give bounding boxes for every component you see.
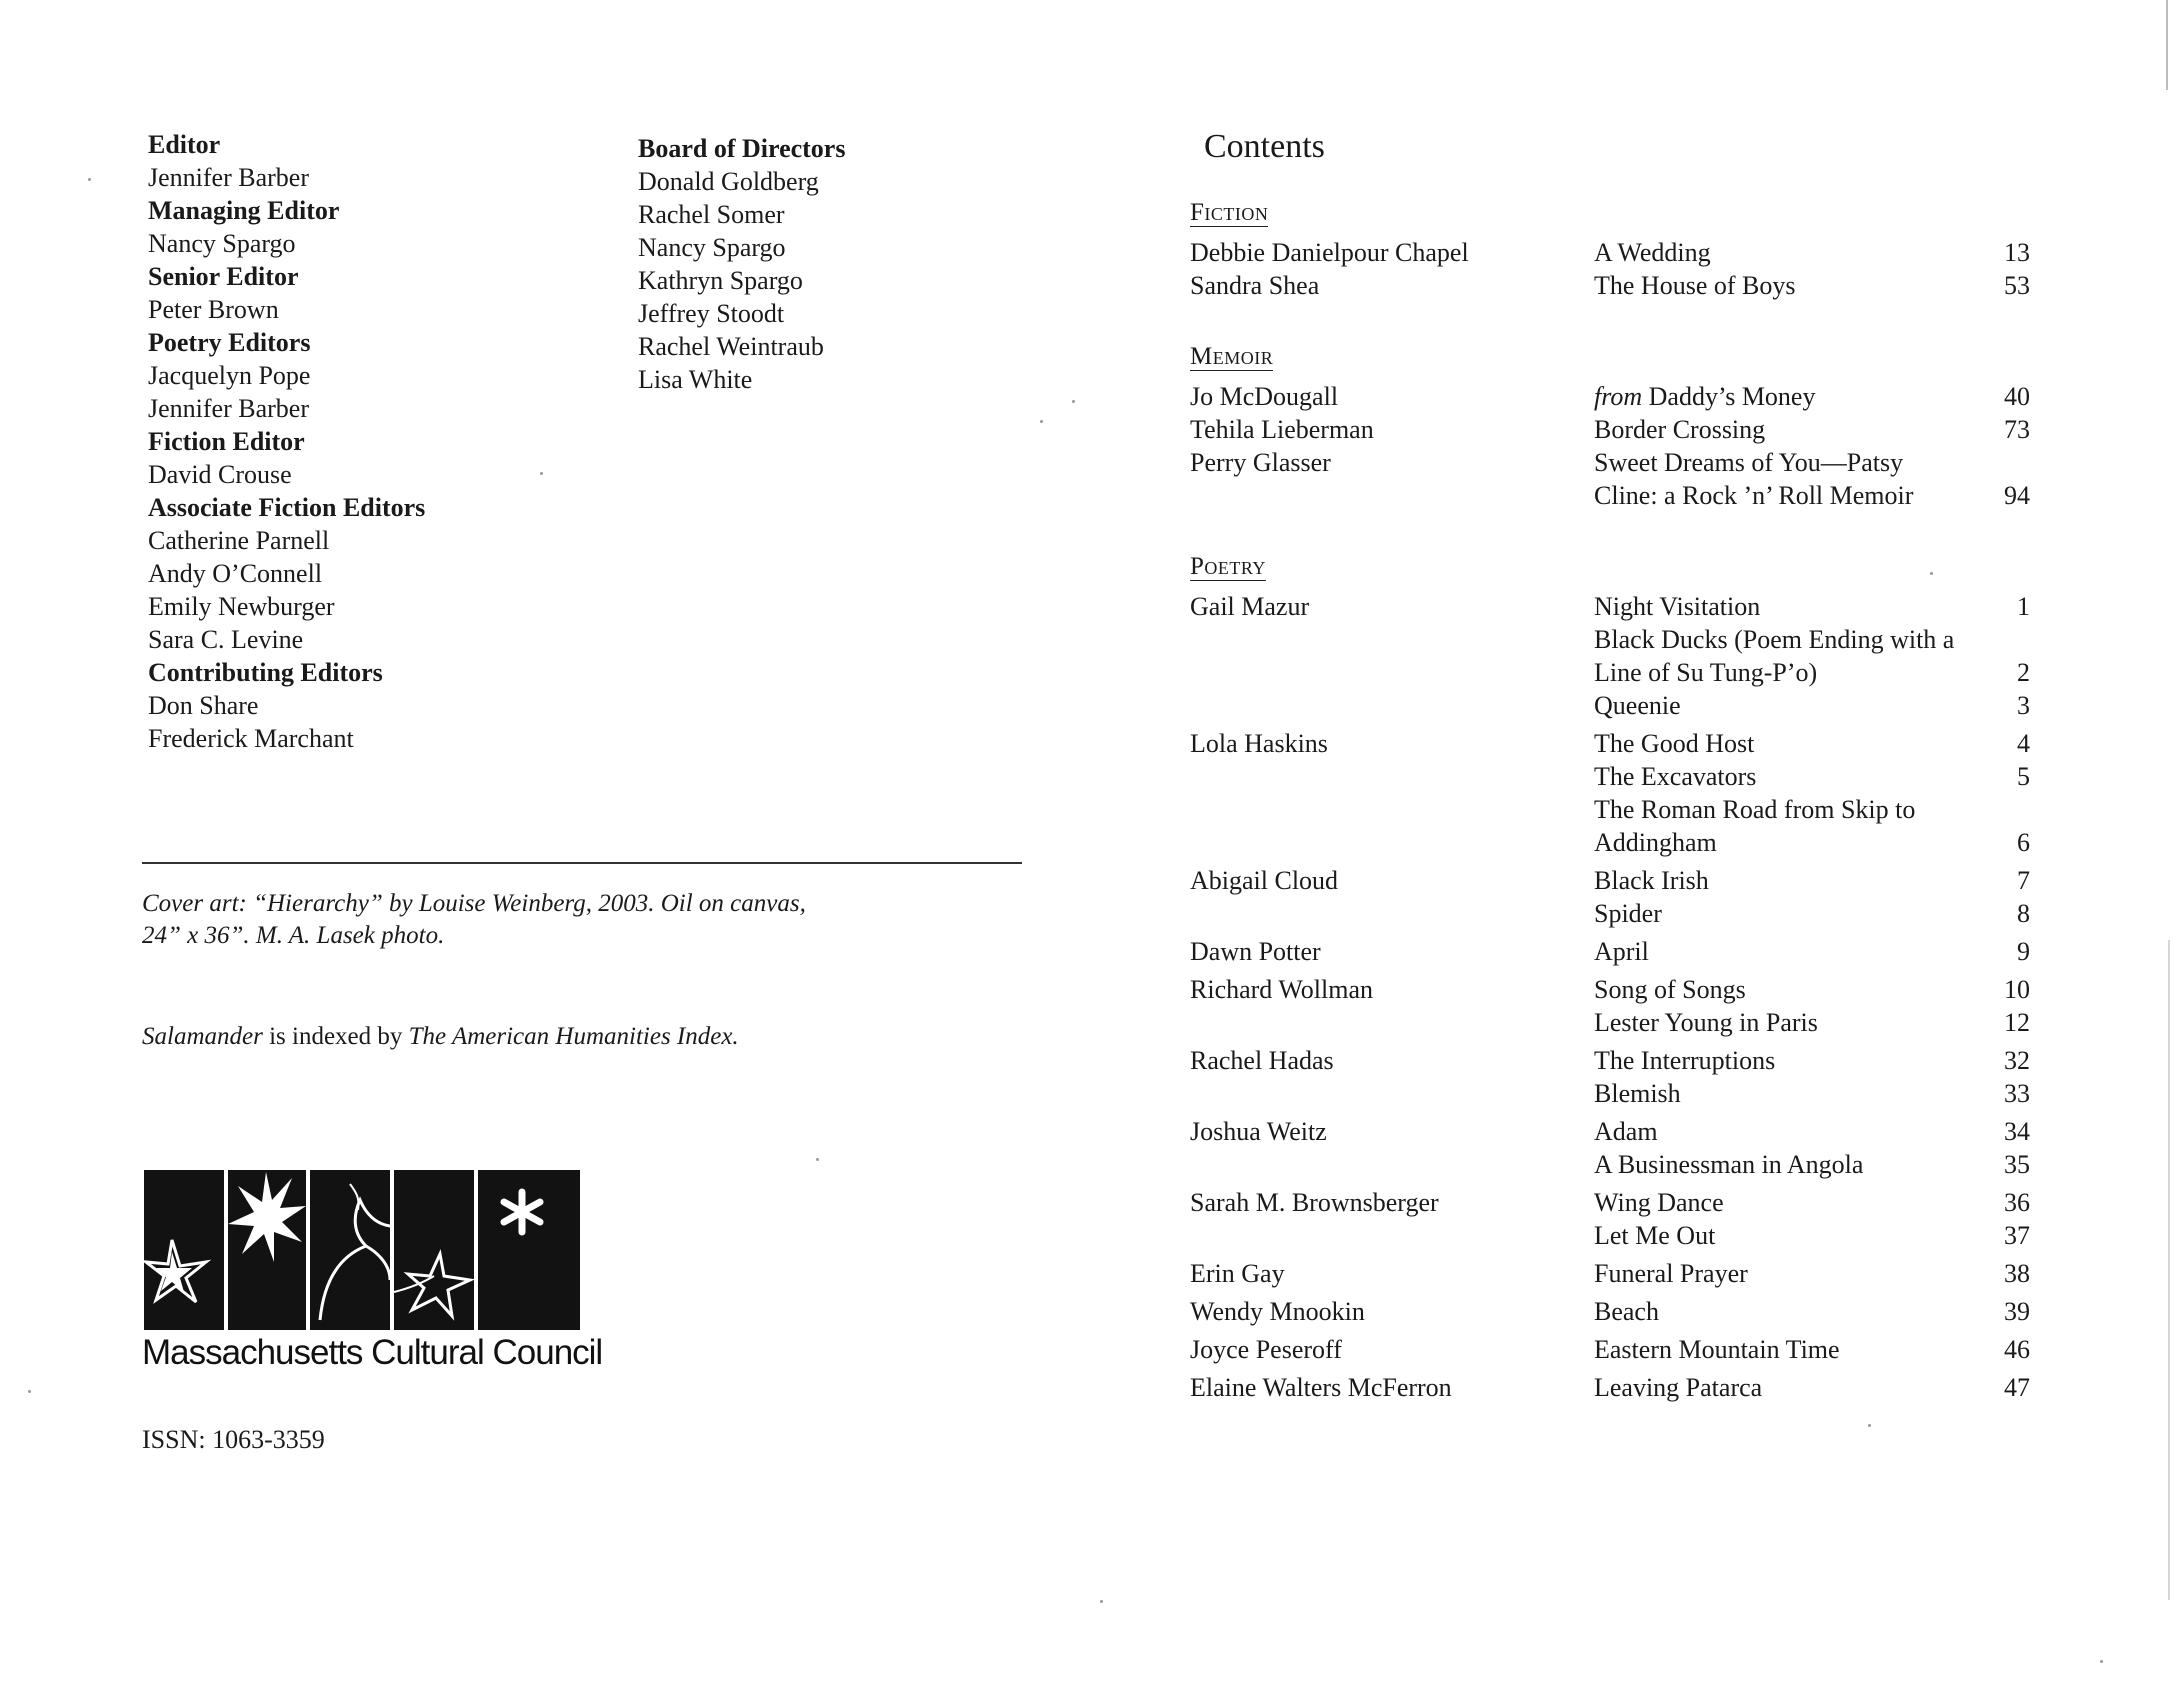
toc-author: Sarah M. Brownsberger xyxy=(1190,1188,1439,1217)
toc-page-number: 53 xyxy=(2004,271,2030,300)
logo-panel-3 xyxy=(310,1170,394,1330)
toc-title-text: Black Irish xyxy=(1594,866,1709,895)
toc-work-title xyxy=(1594,1046,1775,1076)
toc-title-text: Border Crossing xyxy=(1594,415,1766,444)
cover-art-credit xyxy=(142,888,806,952)
toc-author: Rachel Hadas xyxy=(1190,1046,1334,1075)
toc-page-number: 33 xyxy=(2004,1079,2030,1108)
scan-speck xyxy=(816,1158,819,1161)
toc-work-title xyxy=(1594,1188,1724,1218)
contents-title: Contents xyxy=(1204,128,1325,165)
toc-title-text: Song of Songs xyxy=(1594,975,1746,1004)
toc-page-number: 46 xyxy=(2004,1335,2030,1364)
toc-title-text: The Interruptions xyxy=(1594,1046,1776,1075)
masthead-staff xyxy=(148,128,568,768)
section-heading-memoir: Memoir xyxy=(1190,343,1274,370)
toc-title-prefix: from xyxy=(1594,382,1643,411)
toc-title-text: The Excavators xyxy=(1594,762,1757,791)
staff-name: Jennifer Barber xyxy=(148,163,309,192)
logo-panel-5 xyxy=(478,1170,580,1330)
toc-page-number: 12 xyxy=(2004,1008,2030,1037)
toc-title-text: Adam xyxy=(1594,1117,1658,1146)
toc-page-number: 32 xyxy=(2004,1046,2030,1075)
toc-title-text: Let Me Out xyxy=(1594,1221,1716,1250)
board-member-name: Donald Goldberg xyxy=(638,167,819,196)
toc-title-text: A Wedding xyxy=(1594,238,1711,267)
toc-page-number: 6 xyxy=(2017,828,2030,857)
staff-role: Poetry Editors xyxy=(148,328,311,357)
toc-title-text: The House of Boys xyxy=(1594,271,1796,300)
staff-role: Editor xyxy=(148,130,221,159)
toc-work-title xyxy=(1594,866,1709,896)
toc-page-number: 7 xyxy=(2017,866,2030,895)
page-edge xyxy=(2166,0,2168,90)
toc-title-text: Spider xyxy=(1594,899,1662,928)
toc-page-number: 73 xyxy=(2004,415,2030,444)
toc-work-title xyxy=(1594,1117,1658,1147)
toc-work-title xyxy=(1594,762,1756,792)
board-member-name: Jeffrey Stoodt xyxy=(638,299,785,328)
toc-page-number: 9 xyxy=(2017,937,2030,966)
toc-author: Gail Mazur xyxy=(1190,592,1310,621)
toc-work-title xyxy=(1594,1297,1659,1327)
staff-role: Senior Editor xyxy=(148,262,299,291)
scan-speck xyxy=(1040,420,1043,423)
toc-work-title xyxy=(1594,1079,1681,1109)
board-member-name: Rachel Somer xyxy=(638,200,785,229)
logo-wordmark: Massachusetts Cultural Council xyxy=(142,1333,603,1372)
toc-page-number: 36 xyxy=(2004,1188,2030,1217)
index-note-text: is indexed by xyxy=(262,1023,409,1050)
board-heading: Board of Directors xyxy=(638,134,846,163)
toc-work-title xyxy=(1594,1259,1748,1289)
toc-page-number: 37 xyxy=(2004,1221,2030,1250)
toc-title-text: Black Ducks (Poem Ending with a xyxy=(1594,625,1955,654)
toc-author: Erin Gay xyxy=(1190,1259,1285,1288)
toc-author: Wendy Mnookin xyxy=(1190,1297,1365,1326)
table-of-contents xyxy=(1190,200,2070,1460)
toc-page-number: 10 xyxy=(2004,975,2030,1004)
toc-title-text: Sweet Dreams of You—Patsy xyxy=(1594,448,1904,477)
toc-title-text: Eastern Mountain Time xyxy=(1594,1335,1840,1364)
toc-work-title xyxy=(1594,1221,1715,1251)
staff-role: Associate Fiction Editors xyxy=(148,493,426,522)
star-icon xyxy=(144,1170,224,1330)
toc-page-number: 13 xyxy=(2004,238,2030,267)
board-member-name: Rachel Weintraub xyxy=(638,332,824,361)
toc-author: Joshua Weitz xyxy=(1190,1117,1327,1146)
logo-panel-4 xyxy=(394,1170,478,1330)
toc-work-title xyxy=(1594,448,1903,478)
scan-speck xyxy=(28,1390,31,1393)
toc-title-text: Cline: a Rock ’n’ Roll Memoir xyxy=(1594,481,1914,510)
toc-page-number: 4 xyxy=(2017,729,2030,758)
cover-art-line-2: 24” x 36”. M. A. Lasek photo. xyxy=(142,922,445,949)
staff-name: Andy O’Connell xyxy=(148,559,323,588)
issn: ISSN: 1063-3359 xyxy=(142,1425,325,1454)
toc-work-title xyxy=(1594,899,1662,929)
toc-work-title xyxy=(1594,625,1954,655)
toc-title-text: The Good Host xyxy=(1594,729,1755,758)
toc-work-title xyxy=(1594,1008,1818,1038)
toc-title-text: Wing Dance xyxy=(1594,1188,1724,1217)
toc-work-title xyxy=(1594,691,1681,721)
staff-name: Emily Newburger xyxy=(148,592,335,621)
staff-name: Don Share xyxy=(148,691,259,720)
logo-panel-2 xyxy=(228,1170,310,1330)
toc-author: Jo McDougall xyxy=(1190,382,1339,411)
toc-work-title xyxy=(1594,382,1815,412)
toc-work-title xyxy=(1594,592,1760,622)
toc-title-text: Night Visitation xyxy=(1594,592,1761,621)
asterisk-icon xyxy=(478,1170,580,1330)
toc-work-title xyxy=(1594,729,1754,759)
section-heading-poetry: Poetry xyxy=(1190,553,1266,580)
toc-work-title xyxy=(1594,828,1717,858)
leaping-figure-icon xyxy=(310,1170,390,1330)
toc-work-title xyxy=(1594,795,1915,825)
scan-speck xyxy=(1930,572,1933,575)
board-member-name: Lisa White xyxy=(638,365,753,394)
board-member-name: Kathryn Spargo xyxy=(638,266,803,295)
staff-role: Managing Editor xyxy=(148,196,340,225)
staff-name: Nancy Spargo xyxy=(148,229,296,258)
toc-author: Perry Glasser xyxy=(1190,448,1331,477)
masthead-board xyxy=(638,132,938,412)
toc-page-number: 39 xyxy=(2004,1297,2030,1326)
journal-name: Salamander xyxy=(142,1023,263,1050)
toc-title-text: Daddy’s Money xyxy=(1648,382,1816,411)
scan-speck xyxy=(88,178,91,181)
section-heading-fiction: Fiction xyxy=(1190,199,1269,226)
toc-page-number: 5 xyxy=(2017,762,2030,791)
starburst-icon xyxy=(228,1170,306,1330)
toc-work-title xyxy=(1594,975,1746,1005)
scan-speck xyxy=(540,472,543,475)
toc-author: Richard Wollman xyxy=(1190,975,1374,1004)
logo-panel-1 xyxy=(144,1170,228,1330)
toc-work-title xyxy=(1594,271,1795,301)
staff-name: Sara C. Levine xyxy=(148,625,304,654)
scan-speck xyxy=(1072,400,1075,403)
toc-page-number: 34 xyxy=(2004,1117,2030,1146)
toc-work-title xyxy=(1594,415,1765,445)
staff-name: Catherine Parnell xyxy=(148,526,330,555)
toc-title-text: The Roman Road from Skip to xyxy=(1594,795,1916,824)
toc-work-title xyxy=(1594,1335,1840,1365)
staff-role: Fiction Editor xyxy=(148,427,305,456)
toc-author: Joyce Peseroff xyxy=(1190,1335,1342,1364)
staff-role: Contributing Editors xyxy=(148,658,383,687)
toc-page-number: 2 xyxy=(2017,658,2030,687)
mcc-logo xyxy=(144,1170,580,1330)
toc-author: Elaine Walters McFerron xyxy=(1190,1373,1452,1402)
toc-page-number: 40 xyxy=(2004,382,2030,411)
scan-speck xyxy=(1100,1600,1103,1603)
toc-work-title xyxy=(1594,1150,1863,1180)
toc-page-number: 94 xyxy=(2004,481,2030,510)
scan-speck xyxy=(2100,1660,2103,1663)
toc-page-number: 3 xyxy=(2017,691,2030,720)
toc-title-text: Line of Su Tung-P’o) xyxy=(1594,658,1818,687)
toc-author: Debbie Danielpour Chapel xyxy=(1190,238,1469,267)
board-member-name: Nancy Spargo xyxy=(638,233,786,262)
toc-author: Tehila Lieberman xyxy=(1190,415,1374,444)
toc-page-number: 38 xyxy=(2004,1259,2030,1288)
index-note xyxy=(142,1023,739,1051)
star-icon xyxy=(394,1170,474,1330)
toc-author: Abigail Cloud xyxy=(1190,866,1339,895)
divider-rule xyxy=(142,862,1022,864)
staff-name: Frederick Marchant xyxy=(148,724,354,753)
page-edge xyxy=(2168,940,2170,1600)
toc-title-text: Funeral Prayer xyxy=(1594,1259,1748,1288)
scan-speck xyxy=(1868,1424,1871,1427)
toc-work-title xyxy=(1594,937,1649,967)
toc-author: Sandra Shea xyxy=(1190,271,1320,300)
toc-title-text: Leaving Patarca xyxy=(1594,1373,1763,1402)
toc-title-text: Queenie xyxy=(1594,691,1681,720)
staff-name: Jennifer Barber xyxy=(148,394,309,423)
toc-page-number: 1 xyxy=(2017,592,2030,621)
toc-title-text: April xyxy=(1594,937,1649,966)
toc-title-text: Beach xyxy=(1594,1297,1659,1326)
toc-author: Dawn Potter xyxy=(1190,937,1321,966)
toc-work-title xyxy=(1594,658,1817,688)
toc-page-number: 47 xyxy=(2004,1373,2030,1402)
toc-work-title xyxy=(1594,238,1711,268)
staff-name: Peter Brown xyxy=(148,295,279,324)
cover-art-line-1: Cover art: “Hierarchy” by Louise Weinberg, 2003. Oil on canvas, xyxy=(142,890,806,917)
staff-name: Jacquelyn Pope xyxy=(148,361,311,390)
toc-page-number: 8 xyxy=(2017,899,2030,928)
toc-work-title xyxy=(1594,481,1913,511)
toc-title-text: Addingham xyxy=(1594,828,1717,857)
toc-title-text: Blemish xyxy=(1594,1079,1681,1108)
toc-work-title xyxy=(1594,1373,1762,1403)
toc-page-number: 35 xyxy=(2004,1150,2030,1179)
staff-name: David Crouse xyxy=(148,460,292,489)
toc-author: Lola Haskins xyxy=(1190,729,1328,758)
toc-title-text: Lester Young in Paris xyxy=(1594,1008,1818,1037)
toc-title-text: A Businessman in Angola xyxy=(1594,1150,1864,1179)
index-name: The American Humanities Index. xyxy=(408,1023,739,1050)
